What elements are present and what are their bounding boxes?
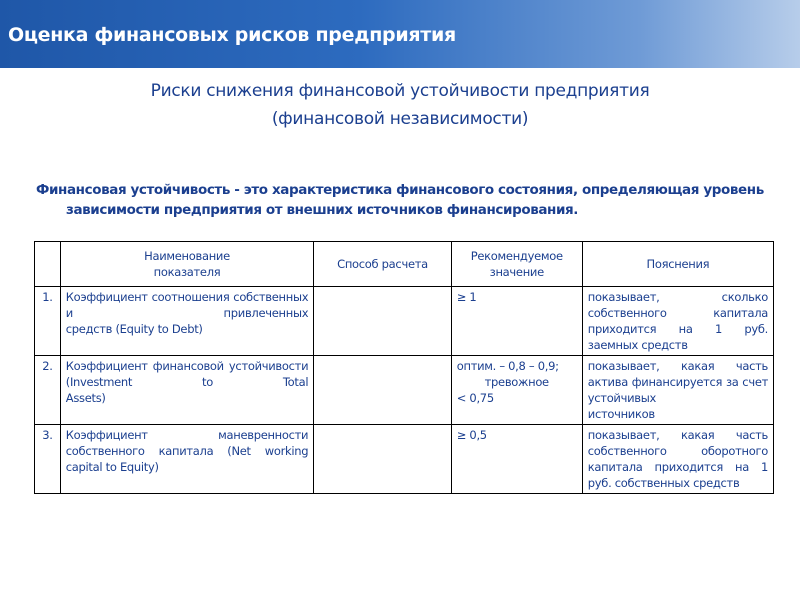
subtitle-line-1: Риски снижения финансовой устойчивости предприятия: [150, 81, 650, 101]
row-name: [60, 425, 313, 494]
row-name-main: Коэффициент маневренности собственного капитала (Net working: [65, 428, 309, 458]
row-rec: [451, 425, 582, 494]
row-rec-value: < 0,75: [456, 391, 494, 405]
row-note-last: руб. собственных средств: [587, 476, 740, 490]
definition-text: [36, 180, 776, 220]
row-note-main: показывает, какая часть актива финансируется за счет устойчивых: [587, 359, 768, 405]
risk-indicators-table: [34, 241, 774, 494]
row-name-last: Assets): [65, 391, 106, 405]
row-rec-value: оптим. – 0,8 – 0,9;: [456, 359, 559, 373]
header-name-l1: Наименование: [144, 249, 230, 263]
header-rec-l1: Рекомендуемое: [470, 249, 563, 263]
header-bar: [0, 0, 800, 68]
row-note-last: источников: [587, 407, 655, 421]
header-note: Пояснения: [582, 242, 773, 287]
row-note: [582, 425, 773, 494]
header-name: [60, 242, 313, 287]
row-method: [314, 356, 451, 425]
header-num: [35, 242, 61, 287]
row-name-last: capital to Equity): [65, 460, 159, 474]
table-row: [35, 287, 774, 356]
row-note-last: заемных средств: [587, 338, 688, 352]
row-method: [314, 425, 451, 494]
row-rec: [451, 356, 582, 425]
header-rec-l2: значение: [489, 265, 544, 279]
definition-line-1: Финансовая устойчивость - это характеристика финансового состояния, определяющая уровень: [36, 182, 764, 198]
row-note-main: показывает, какая часть собственного оборотного капитала приходится на 1: [587, 428, 768, 474]
definition-line-2: зависимости предприятия от внешних источников финансирования.: [66, 202, 579, 218]
subtitle-line-2: (финансовой независимости): [271, 109, 529, 129]
table-header-row: [35, 242, 774, 287]
header-method: Способ расчета: [314, 242, 451, 287]
page-title: Оценка финансовых рисков предприятия: [8, 24, 456, 46]
row-note: [582, 356, 773, 425]
table-row: [35, 356, 774, 425]
row-rec: [451, 287, 582, 356]
row-rec-value: ≥ 1: [456, 290, 477, 304]
row-method: [314, 287, 451, 356]
row-name-last: средств (Equity to Debt): [65, 322, 203, 336]
row-name-main: Коэффициент соотношения собственных и привлеченных: [65, 290, 309, 320]
row-rec-value: тревожное: [484, 375, 549, 389]
row-num: 1.: [35, 287, 61, 356]
row-name-main: Коэффициент финансовой устойчивости (Investment to Total: [65, 359, 309, 389]
row-num: 2.: [35, 356, 61, 425]
row-num: 3.: [35, 425, 61, 494]
table-row: [35, 425, 774, 494]
row-note: [582, 287, 773, 356]
header-rec: [451, 242, 582, 287]
row-note-main: показывает, сколько собственного капитала приходится на 1 руб.: [587, 290, 768, 336]
row-name: [60, 287, 313, 356]
header-name-l2: показателя: [153, 265, 221, 279]
row-rec-value: ≥ 0,5: [456, 428, 487, 442]
row-name: [60, 356, 313, 425]
